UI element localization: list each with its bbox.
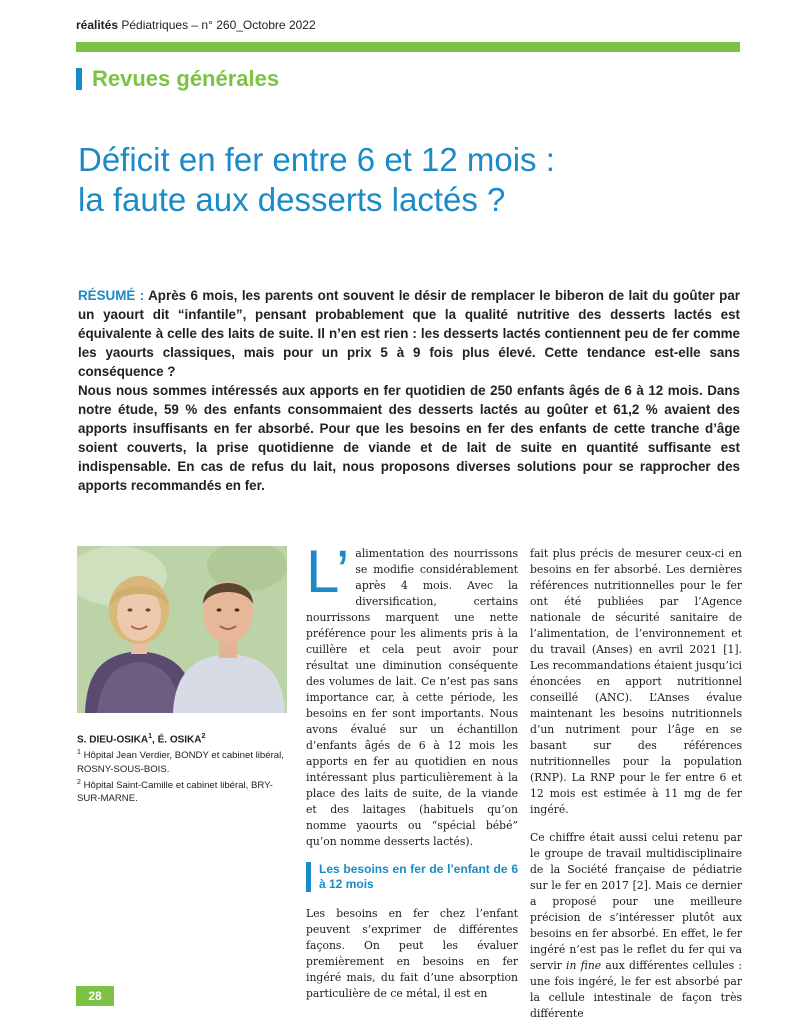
body-column-2 (306, 538, 518, 1014)
body-paragraph-anses: fait plus précis de mesurer ceux-ci en besoins en fer absorbé. Les dernières références nutritionnelles pour le fer ont été publiées par l’Agence nationale de sécurité sanitaire de l’alimentation, de l’environnement et du travail (Anses) en avril 2021 [1]. Les recommandations étaient jusqu’ici énoncées en apport nutritionnel conseillé (ANC). L’Anses évalue maintenant les besoins nutritionnels d’un nutriment pour l’âge en se basant sur des références nutritionnelles pour la population (RNP). La RNP pour le fer entre 6 et 12 mois est estimée à 11 mg de fer ingéré. (530, 547, 742, 816)
affiliation-2 (77, 776, 289, 805)
sfp-text-italic: in fine (566, 959, 602, 972)
journal-name: réalités (76, 18, 119, 32)
sfp-text-a: Ce chiffre était aussi celui retenu par le groupe de travail multidisciplinaire de la Société française de pédiatrie sur le fer en 2017 [2]. Mais ce dernier a proposé pour une meilleure précision de s’intéresser plutôt aux besoins en fer absorbé. En effet, le fer ingéré n’est pas le reflet du fer qui va servir (530, 831, 742, 972)
affiliation-1 (77, 746, 289, 775)
author-1: S. DIEU-OSIKA (77, 734, 149, 746)
authors-photo-illustration (77, 546, 287, 713)
title-line-1: Déficit en fer entre 6 et 12 mois : (78, 141, 555, 178)
authors-block (77, 730, 289, 805)
author-1-sup: 1 (148, 733, 153, 740)
authors-photo (77, 546, 287, 713)
section-bar (76, 68, 82, 90)
running-header (76, 18, 316, 32)
author-names (77, 730, 289, 746)
abstract-para-1 (78, 286, 740, 381)
title-line-2: la faute aux desserts lactés ? (78, 181, 506, 218)
header-rule (76, 42, 740, 52)
affiliation-1-text: Hôpital Jean Verdier, BONDY et cabinet libéral, ROSNY-SOUS-BOIS. (77, 750, 284, 775)
body-paragraph-intro (306, 538, 518, 850)
issue-info: Pédiatriques – n° 260_Octobre 2022 (118, 18, 316, 32)
author-2-sup: 2 (201, 733, 206, 740)
page-number: 28 (76, 986, 114, 1006)
section-label-text: Revues générales (92, 66, 280, 91)
affiliation-1-num: 1 (77, 749, 81, 757)
subheading (306, 862, 518, 892)
body-intro-text: alimentation des nourrissons se modifie considérablement après 4 mois. Avec la diversification, certains nourrissons marquent une nette préférence pour les aliments pris à la cuillère et cela peut avoir pour résultat une diminution conséquente des volumes de lait. Ce n’est pas sans importance car, à cette période, les besoins en fer sont importants. Nous avons évalué sur un échantillon d’enfants âgés de 6 à 12 mois les apports en fer au quotidien en nous intéressant plus particulièrement à la place des laits de suite, de la viande et des laitages (habituels qu’on nomme yaourts ou “spécial bébé” qu’on nomme desserts lactés). (306, 547, 518, 848)
dropcap: L’ (306, 538, 350, 605)
abstract-label: RÉSUMÉ : (78, 288, 145, 303)
subheading-bar (306, 862, 311, 892)
author-2: É. OSIKA (157, 734, 202, 746)
body-paragraph-besoins: Les besoins en fer chez l’enfant peuvent s’exprimer de différentes façons. On peut les évaluer premièrement en besoins en fer ingéré mais, du fait d’une absorption particulière de ce métal, il est en (306, 907, 518, 1000)
sfp-text-b: aux différentes cellules : une fois ingéré, le fer est absorbé par la cellule intestinale de façon très différente (530, 959, 742, 1020)
abstract (78, 286, 740, 495)
body-paragraph-sfp (530, 830, 742, 1022)
affiliation-2-text: Hôpital Saint-Camille et cabinet libéral, BRY-SUR-MARNE. (77, 779, 273, 804)
subheading-text: Les besoins en fer de l’enfant de 6 à 12 mois (319, 862, 518, 891)
article-title (78, 140, 718, 220)
section-label (76, 66, 279, 92)
author-sep: , (152, 734, 158, 746)
affiliation-2-num: 2 (77, 778, 81, 786)
abstract-text-1: Après 6 mois, les parents ont souvent le désir de remplacer le biberon de lait du goûter par un yaourt dit “infantile”, pensant probablement que la qualité nutritive des desserts lactés est équivalente à celle des laits de suite. Il n’en est rien : les desserts lactés contiennent peu de fer comme les yaourts classiques, mais pour un prix 5 à 9 fois plus élevé. Cette tendance est-elle sans conséquence ? (78, 288, 740, 379)
body-column-3 (530, 546, 742, 1034)
abstract-para-2: Nous nous sommes intéressés aux apports en fer quotidien de 250 enfants âgés de 6 à 12 mois. Dans notre étude, 59 % des enfants consommaient des desserts lactés au goûter et 61,2 % avaient des apports insuffisants en fer absorbé. Pour que les besoins en fer des enfants de cette tranche d’âge soient couverts, la prise quotidienne de viande et de lait de suite en quantité suffisante est indispensable. En cas de refus du lait, nous proposons diverses solutions pour se rapprocher des apports recommandés en fer. (78, 383, 740, 493)
